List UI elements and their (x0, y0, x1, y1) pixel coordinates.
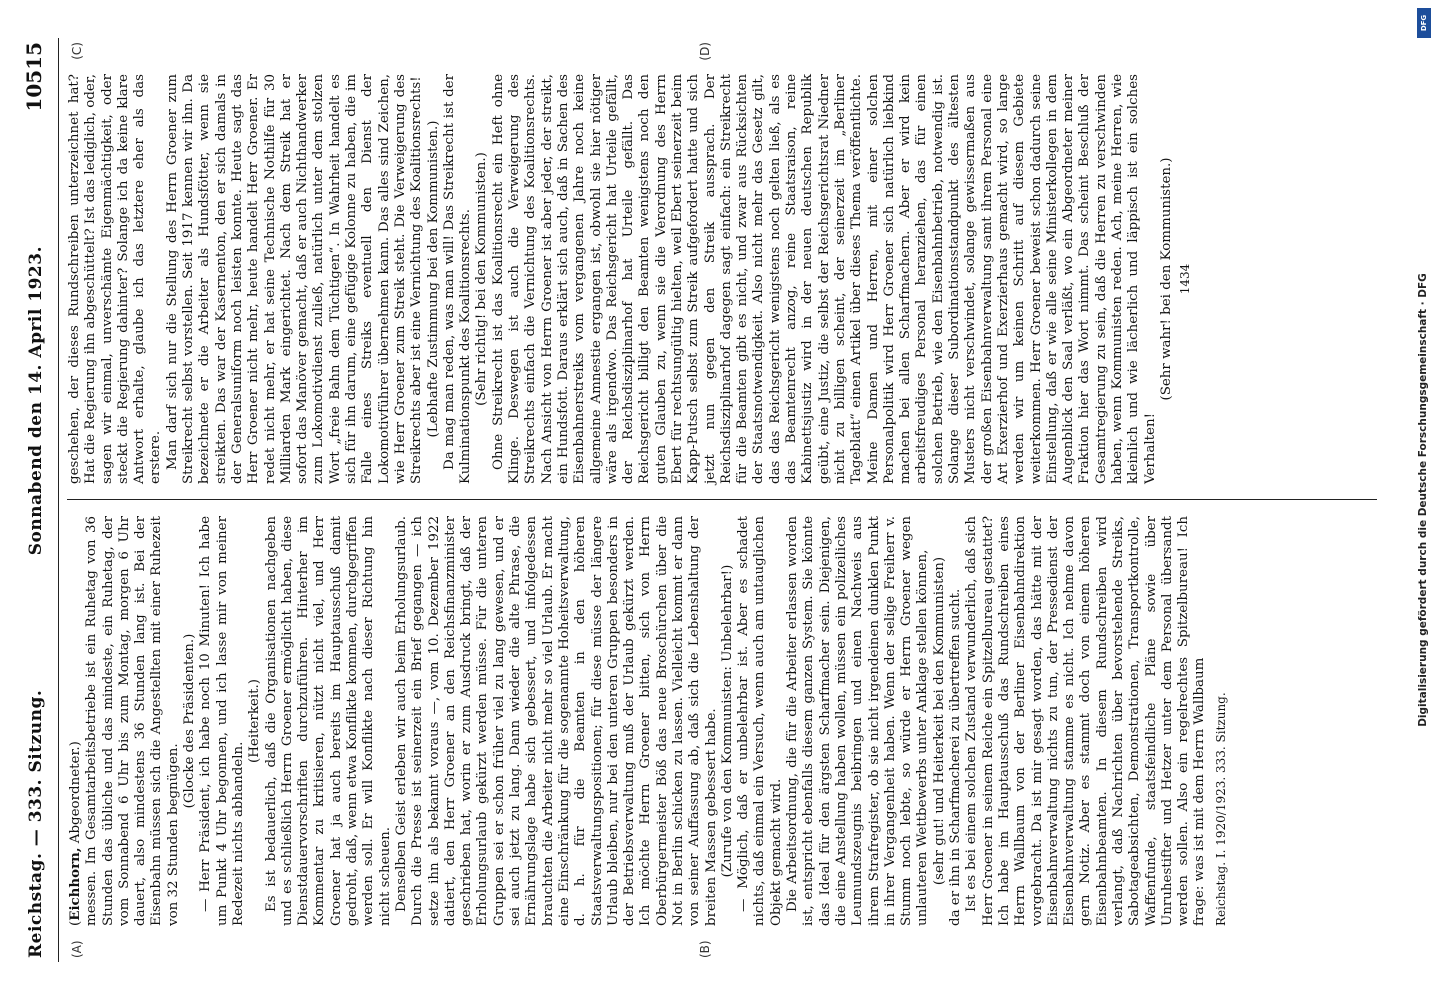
header-left: Reichstag. — 333. Sitzung. (26, 689, 46, 958)
paragraph: messen. Im Gesamtarbeitsbetriebe ist ein Ruhetag von 36 Stunden das übliche und das mindeste, ein Ruhetag, der vom Sonnabend 6 Uhr bis zum Montag, morgen 6 Uhr dauert, also mindestens 36 Stunden lang ist. Bei der Eisenbahn müssen sich die Angestellten mit einer Ruhezeit von 32 Stunden begnügen. (84, 516, 181, 926)
dfg-logo: DFG (1417, 8, 1431, 38)
paragraph: Denselben Geist erleben wir auch beim Erholungsurlaub. Durch die Presse ist seinerzeit ein Brief gegangen — ich setze ihn als bekannt voraus —, vom 10. Dezember 1922 datiert, den Herr Groener an den Reichsfinanzminister geschrieben hat, worin er zum Ausdruck bringt, daß der Erholungsurlaub gekürzt werden müsse. Für die unteren Gruppen sei er schon früher viel zu lang gewesen, und er sei auch jetzt zu lang. Dann wieder die alte Phrase, die Ernährungslage habe sich gebessert, und infolgedessen brauchten die Arbeiter nicht mehr so viel Urlaub. Er macht eine Einschränkung für die sogenannte Hoheitsverwaltung, d. h. für die Beamten in den höheren Staatsverwaltungspositionen; für diese müsse der längere Urlaub bleiben, nur bei den unteren Gruppen besonders in der Betriebsverwaltung muß der Urlaub gekürzt werden. Ich möchte Herrn Groener bitten, sich von Herrn Oberbürgermeister Böß das neue Broschürchen über die Not in Berlin schicken zu lassen. Vielleicht kommt er dann von seiner Auffassung ab, daß sich die Lebenshaltung der breiten Massen gebessert habe. (393, 516, 719, 926)
digitization-note: Digitalisierung gefördert durch die Deutsche Forschungsgemeinschaft · DFG (1417, 273, 1430, 727)
margin-mark-b: (B) (698, 940, 712, 958)
speaker-role: Abgeordneter.) (68, 741, 83, 844)
stage-direction: (sehr gut! und Heiterkeit bei den Kommunisten) (931, 556, 947, 886)
paragraph: — Herr Präsident, ich habe noch 10 Minuten! Ich habe um Punkt 4 Uhr begonnen, und ich lasse mir von meiner Redezeit nichts abhandeln. (198, 516, 246, 926)
page-number: 10515 (22, 42, 46, 112)
paragraph: Es ist bedauerlich, daß die Organisationen nachgeben und es schließlich Herrn Groener ermöglicht haben, diese Dienstdauervorschriften durchzuführen. Hinterher im Kommentar zu kritisieren, nützt nicht viel, und Herr Groener hat ja auch bereits im Hauptausschuß damit gedroht, daß, wenn etwa Konflikte kommen, durchgegriffen werden soll. Er will Konflikte nach dieser Richtung hin nicht scheuen. (263, 516, 393, 926)
paragraph: Ohne Streikrecht ist das Koalitionsrecht ein Heft ohne Klinge. Deswegen ist auch die Verweigerung des Streikrechts einfach die Vernichtung des Koalitionsrechts. Nach Ansicht von Herrn Groener ist aber jeder, der streikt, ein Hundsfott. Daraus erklärt sich auch, daß in Sachen des Eisenbahnerstreiks vom vergangenen Jahre noch keine allgemeine Amnestie ergangen ist, obwohl sie hier nötiger wäre als irgendwo. Das Reichsgericht hat Urteile gefällt, der Reichsdisziplinarhof hat Urteile gefällt. Das Reichsgericht billigt den Beamten wenigstens noch den guten Glauben zu, wenn sie die Verordnung des Herrn Ebert für rechtsungültig hielten, weil Ebert seinerzeit beim Kapp-Putsch selbst zum Streik aufgefordert hatte und sich jetzt nun gegen den Streik aussprach. Der Reichsdisziplinarhof dagegen sagt einfach: ein Streikrecht für die Beamten gibt es nicht, und zwar aus Rücksichten der Staatsnotwendigkeit. Also nicht mehr das Gesetz gilt, das das Reichsgericht wenigstens noch gelten ließ, als es das Beamtenrecht anzog, reine Staatsraison, reine Kabinettsjustiz wird in der neuen deutschen Republik geübt, eine Justiz, die selbst der Reichsgerichtsrat Niedner nicht zu billigen scheint, der seinerzeit im „Berliner Tageblatt“ einen Artikel über dieses Thema veröffentlichte. Meine Damen und Herren, mit einer solchen Personalpolitik wird Herr Groener sich natürlich liebkind machen bei allen Scharfmachern. Aber er wird kein arbeitsfreudiges Personal heranziehen, das für einen solchen Betrieb, wie den Eisenbahnbetrieb, notwendig ist. Solange dieser Subordinationsstandpunkt des ältesten Musters nicht verschwindet, solange gewissermaßen aus der großen Eisenbahnverwaltung samt ihrem Personal eine Art Exerzierhof und Exerzierhaus gemacht wird, so lange werden wir um keinen Schritt auf diesem Gebiete weiterkommen. Herr Groener beweist schon dadurch seine Einstellung, daß er wie alle seine Ministerkollegen in dem Augenblick den Saal verläßt, wo ein Abgeordneter meiner Fraktion hier das Wort nimmt. Das scheint Beschluß der Gesamtregierung zu sein, daß die Herren zu verschwinden haben, wenn Kommunisten reden. Ach, meine Herren, wie kleinlich und wie lächerlich und läppisch ist ein solches Verhalten! (490, 74, 1158, 484)
stage-direction: (Sehr richtig! bei den Kommunisten.) (474, 152, 490, 406)
header-right: Sonnabend den 14. April 1923. (26, 246, 46, 556)
speaker-name: Eichhorn, (67, 847, 83, 921)
paragraph: geschehen, der dieses Rundschreiben unterzeichnet hat? Hat die Regierung ihn abgeschüttelt? Ist das lediglich, oder, sagen wir einmal, unverschämte Eigenmächtigkeit, oder steckt die Regierung dahinter? Solange ich da keine klare Antwort erhalte, glaube ich das letztere eher als das erstere. (67, 74, 164, 484)
stage-direction: (Zurufe von den Kommunisten: Unbelehrbar!) (719, 564, 735, 878)
right-column (67, 38, 1377, 500)
document-page (0, 10, 1400, 990)
paragraph: Man darf sich nur die Stellung des Herrn Groener zum Streikrecht selbst vorstellen. Seit 1917 kennen wir ihn. Da bezeichnete er die Arbeiter als Hundsfötter, wenn sie streikten. Das war der Kasernenton, den er sich damals in der Generalsuniform noch leisten konnte. Heute sagt das Herr Groener nicht mehr, heute handelt Herr Groener. Er redet nicht mehr, er hat seine Technische Nothilfe für 30 Milliarden Mark eingerichtet. Nach dem Streik hat er sofort das Manöver gemacht, daß er auch Nichthandwerker zum Lokomotivdienst zuließ, natürlich unter dem stolzen Wort „freie Bahn dem Tüchtigen“. In Wahrheit handelt es sich für ihn darum, eine gefügige Kolonne zu haben, die im Falle eines Streiks eventuell den Dienst der Lokomotivführer übernehmen kann. Das alles sind Zeichen, wie Herr Groener zum Streik steht. Die Verweigerung des Streikrechts aber ist eine Vernichtung des Koalitionsrechts! (164, 74, 425, 484)
paragraph: da er ihn in Scharfmacherei zu übertreffen sucht. (948, 588, 964, 926)
stage-direction: (Sehr wahr! bei den Kommunisten.) (1158, 157, 1174, 401)
paragraph: — Möglich, daß er unbelehrbar ist. Aber es schadet nichts, daß einmal ein Versuch, wenn auch am untauglichen Objekt gemacht wird. (736, 516, 784, 926)
left-column (67, 500, 1377, 962)
stage-direction: (Heiterkeit.) (247, 679, 263, 763)
speaker-line: (Eichhorn, Abgeordneter.) (67, 741, 83, 926)
margin-mark-d: (D) (698, 42, 712, 61)
paragraph: Da mag man reden, was man will! Das Streikrecht ist der Kulminationspunkt des Koalitionsrechts. (441, 74, 474, 484)
stage-direction: (Glocke des Präsidenten.) (182, 633, 198, 809)
margin-mark-a: (A) (70, 940, 84, 958)
page-header (22, 38, 59, 962)
margin-mark-c: (C) (70, 42, 84, 60)
paragraph: Ist es bei einem solchen Zustand verwunderlich, daß sich Herr Groener in seinem Reiche ein Spitzelbureau gestattet? Ich habe im Hauptausschuß das Rundschreiben eines Herrn Wallbaum von der Berliner Eisenbahndirektion vorgebracht. Da ist mir gesagt worden, das hätte mit der Eisenbahnverwaltung nichts zu tun, der Pressedienst der Eisenbahnverwaltung stamme es nicht. Ich nehme davon gern Notiz. Aber es stammt doch von einem höheren Eisenbahnbeamten. In diesem Rundschreiben wird verlangt, daß Nachrichten über bevorstehende Streiks, Sabotageabsichten, Demonstrationen, Transportkontrolle, Waffenfunde, staatsfeindliche Pläne sowie über Unruhestifter und Hetzer unter dem Personal übersandt werden sollen. Also ein regelrechtes Spitzelbureau! Ich frage: was ist mit dem Herrn Wallbaum (964, 516, 1208, 926)
stage-direction: (Lebhafte Zustimmung bei den Kommunisten.) (425, 120, 441, 438)
columns (67, 38, 1377, 962)
signature-number: 1434 (1178, 263, 1193, 295)
paragraph: Die Arbeitsordnung, die für die Arbeiter erlassen worden ist, entspricht ebenfalls diesem ganzen System. Sie könnte das Ideal für den ärgsten Scharfmacher sein. Diejenigen, die eine Anstellung haben wollen, müssen ein polizeiliches Leumundszeugnis beibringen und einen Nachweis aus ihrem Strafregister, ob sie nicht irgendeinen dunklen Punkt in ihrer Vergangenheit haben. Wenn der selige Freiherr v. Stumm noch lebte, so würde er Herrn Groener wegen unlauteren Wettbewerbs unter Anklage stellen können, (785, 516, 931, 926)
page-footer: Reichstag. I. 1920/1923. 333. Sitzung. (1213, 692, 1228, 926)
